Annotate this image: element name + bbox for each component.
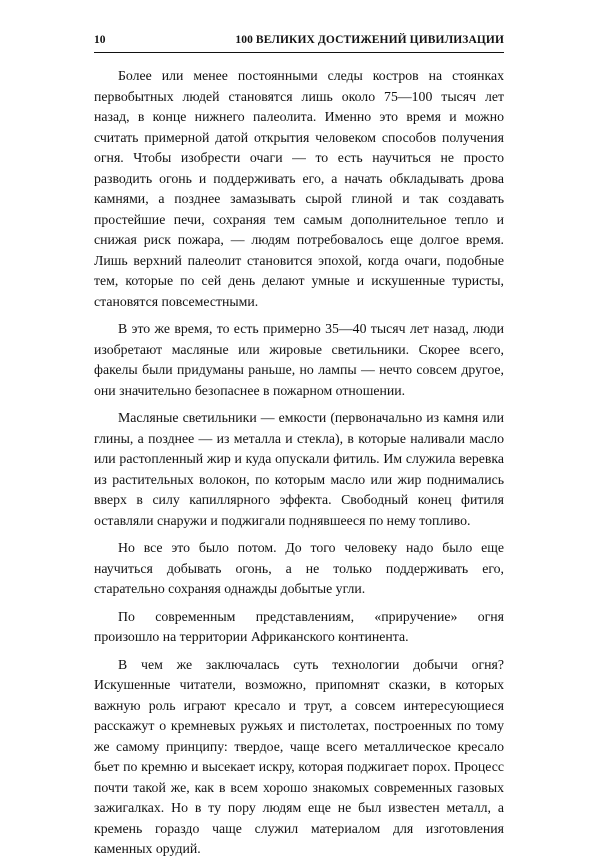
text-body — [94, 66, 504, 860]
paragraph-2: В это же время, то есть примерно 35—40 тысяч лет назад, люди изобретают масляные или жировые светильники. Скорее всего, факелы были придуманы раньше, но лампы — нечто совсем другое, они значительно безопаснее в пожарном отношении. — [94, 321, 504, 398]
page-number: 10 — [94, 34, 106, 46]
paragraph-4: Но все это было потом. До того человеку надо было еще научиться добывать огонь, а не только поддерживать его, старательно сохраняя однажды добытые угли. — [94, 540, 504, 596]
paragraph-5: По современным представлениям, «приручение» огня произошло на территории Африканского континента. — [94, 608, 504, 644]
paragraph-6: В чем же заключалась суть технологии добычи огня? Искушенные читатели, возможно, припомнят сказки, в которых важную роль играют кресало и трут, а совсем интересующиеся расскажут о кремневых ружьях и пистолетах, построенных по тому же самому принципу: твердое, чаще всего металлическое кресало бьет по кремню и высекает искру, которая поджигает порох. Процесс почти такой же, как в всем хорошо знакомых современных газовых зажигалках. Но в ту пору людям еще не был известен металл, а кремень гораздо чаще служил материалом для изготовления каменных орудий. — [94, 656, 504, 856]
paragraph-1: Более или менее постоянными следы костров на стоянках первобытных людей становятся лишь около 75—100 тысяч лет назад, в конце нижнего палеолита. Именно это время и можно считать примерной датой открытия человеком способов получения огня. Чтобы изобрести очаги — то есть научиться не просто разводить огонь и поддерживать его, а начать обкладывать дрова камнями, а позднее замазывать сырой глиной и так создавать простейшие печи, сохраняя тем самым дополнительное тепло и снижая риск пожара, — людям потребовалось еще долгое время. Лишь верхний палеолит становится эпохой, когда очаги, подобные тем, которые по сей день делают умные и искушенные туристы, становятся повсеместными. — [94, 68, 504, 309]
page-header — [94, 32, 504, 53]
paragraph-3: Масляные светильники — емкости (первоначально из камня или глины, а позднее — из металла и стекла), в которые наливали масло или растопленный жир и куда опускали фитиль. Им служила веревка из растительных волокон, по которым масло или жир поднимались вверх в силу капиллярного эффекта. Свободный конец фитиля оставляли снаружи и поджигали поднявшееся по нему топливо. — [94, 410, 504, 528]
running-title: 100 ВЕЛИКИХ ДОСТИЖЕНИЙ ЦИВИЛИЗАЦИИ — [235, 34, 504, 46]
